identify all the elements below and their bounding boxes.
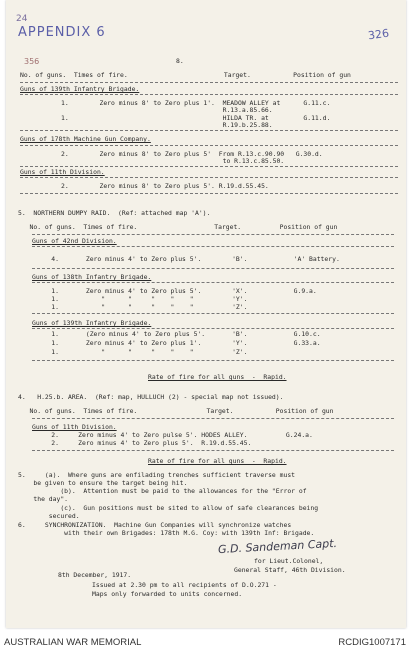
note-6-cont: with their own Brigades: 178th M.G. Coy: with 139th Inf: Brigade. [18,529,315,537]
column-header-row: No. of guns. Times of fire. Target. Position of gun [18,223,338,231]
divider [32,360,394,361]
folio-top-annotation: 24 [16,14,28,24]
divider [32,268,394,269]
table-row: R.13.a.85.66. [61,106,273,114]
divider [20,193,398,194]
group-title-139-brigade-raid: Guns of 139th Infantry Brigade. [32,319,152,327]
signature-rank: for Lieut.Colonel, [254,557,324,565]
divider [32,282,394,283]
table-row: 1. Zero minus 8' to Zero plus 1'. MEADOW ALLEY at G.11.c. [61,99,331,107]
column-header-row: No. of guns. Times of fire. Target. Position of gun [18,407,334,415]
divider [32,328,394,329]
group-title-178-mg: Guns of 178th Machine Gun Company. [20,135,151,143]
note-5a: 5. (a). Where guns are enfilading trenches sufficient traverse must [18,471,296,479]
divider [32,313,394,314]
rate-of-fire: Rate of fire for all guns - Rapid. [148,457,287,465]
divider [32,234,394,235]
document-date: 8th December, 1917. [58,571,132,579]
divider [20,145,398,146]
table-row: 4. Zero minus 4' to Zero plus 5'. 'B'. 'A' Battery. [32,255,340,263]
archive-footer [0,630,412,654]
folio-right-annotation: 326 [367,26,390,43]
table-row: 1. Zero minus 4' to Zero plus 1'. 'Y'. G.33.a. [32,339,321,347]
divider [20,177,398,178]
note-5c: (c). Gun positions must be sited to allow of safe clearances being [18,504,319,512]
table-row: 1. (Zero minus 4' to Zero plus 5'. 'B'. G.10.c. [32,330,321,338]
group-title-11-division-h25b: Guns of 11th Division. [32,423,117,431]
handwritten-signature: G.D. Sandeman Capt. [217,536,338,557]
table-row: 2. Zero minus 4' to Zero plus 5'. R.19.d.55.45. [32,439,252,447]
table-row: to R.13.c.85.50. [61,157,285,165]
table-row: 1. " " " " " 'Y'. [32,295,248,303]
note-5b: (b). Attention must be paid to the allowances for the "Error of [18,487,307,495]
note-5c-cont: secured. [18,512,80,520]
group-title-139-brigade: Guns of 139th Infantry Brigade. [20,85,140,93]
table-row: 1. Zero minus 4' to Zero plus 5'. 'X'. G.9.a. [32,287,317,295]
column-header-row: No. of guns. Times of fire. Target. Position of gun [20,71,351,79]
table-row: 2. Zero minus 8' to Zero plus 5' From R.13.c.90.90 G.30.d. [61,150,323,158]
table-row: 2. Zero minus 8' to Zero plus 5'. R.19.d.55.45. [61,182,269,190]
group-title-42-division: Guns of 42nd Division. [32,237,117,245]
group-title-11-division: Guns of 11th Division. [20,168,105,176]
divider [32,246,394,247]
appendix-annotation: APPENDIX 6 [18,25,106,40]
divider [20,166,398,167]
folio-left-annotation: 356 [24,57,40,66]
table-row: R.19.b.25.88. [61,121,273,129]
footer-record-id: RCDIG1007171 [338,637,406,648]
section-heading-northern-dumpy: 5. NORTHERN DUMPY RAID. (Ref: attached map 'A'). [18,209,211,217]
divider [32,418,394,419]
table-row: 2. Zero minus 4' to Zero pulse 5'. HODES ALLEY. G.24.a. [32,431,313,439]
divider [20,130,398,131]
divider [32,450,394,451]
group-title-138-brigade: Guns of 138th Infantry Brigade. [32,273,152,281]
note-5b-cont: the day". [18,495,69,503]
rate-of-fire: Rate of fire for all guns - Rapid. [148,373,287,381]
table-row: 1. " " " " " 'Z'. [32,348,248,356]
note-6: 6. SYNCHRONIZATION. Machine Gun Companies will synchronize watches [18,521,292,529]
table-row: 1. " " " " " 'Z'. [32,303,248,311]
maps-note: Maps only forwarded to units concerned. [92,590,243,598]
note-5a-cont: be given to ensure the target being hit. [18,479,188,487]
issued-note: Issued at 2.30 pm to all recipients of D.O.271 - [92,581,277,589]
divider [20,94,398,95]
footer-archive-name: AUSTRALIAN WAR MEMORIAL [4,637,142,648]
divider [20,82,398,83]
table-row: 1. HILDA TR. at G.11.d. [61,114,331,122]
document-page [6,0,406,628]
page-number: 8. [176,57,184,65]
signature-title: General Staff, 46th Division. [234,566,346,574]
section-heading-h25b-area: 4. H.25.b. AREA. (Ref: map, HULLUCH (2) - special map not issued). [18,393,284,401]
